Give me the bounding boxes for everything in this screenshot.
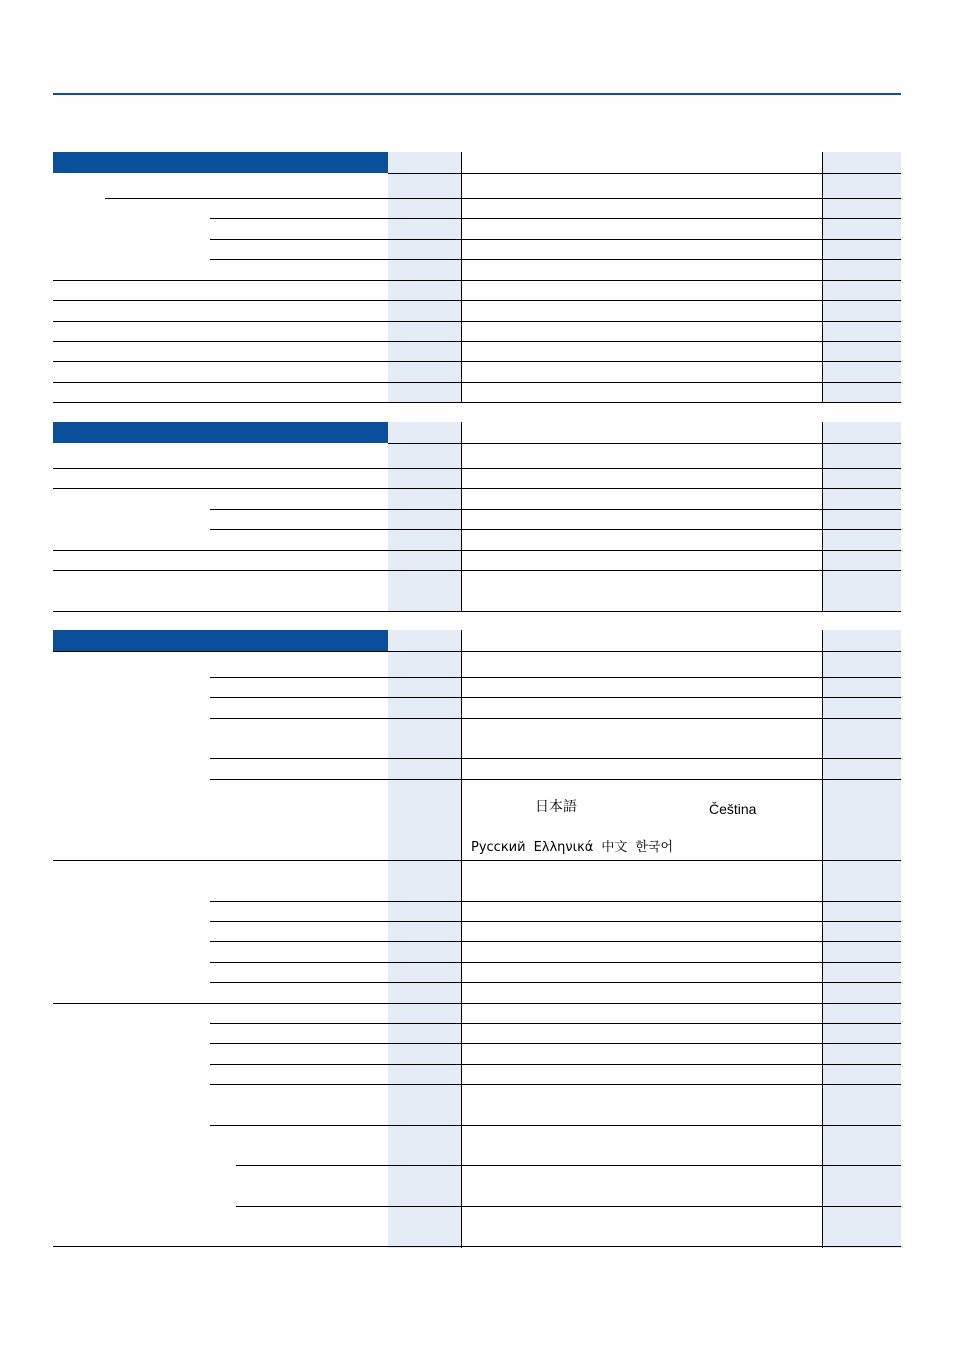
spec-table-2 (53, 422, 901, 612)
language-russian: Русский (471, 840, 526, 855)
table-1-header-bar (53, 152, 388, 173)
spec-table-3 (53, 630, 901, 1248)
language-korean: 한국어 (635, 840, 674, 855)
spec-table-1 (53, 152, 901, 403)
language-czech: Čeština (709, 801, 757, 817)
page-top-rule (53, 93, 901, 95)
language-japanese: 日本語 (535, 799, 577, 815)
language-list-row (471, 840, 681, 856)
language-greek: Ελληνικά (533, 840, 594, 855)
language-chinese: 中文 (601, 840, 628, 855)
table-2-header-bar (53, 422, 388, 443)
table-3-header-bar (53, 630, 388, 651)
